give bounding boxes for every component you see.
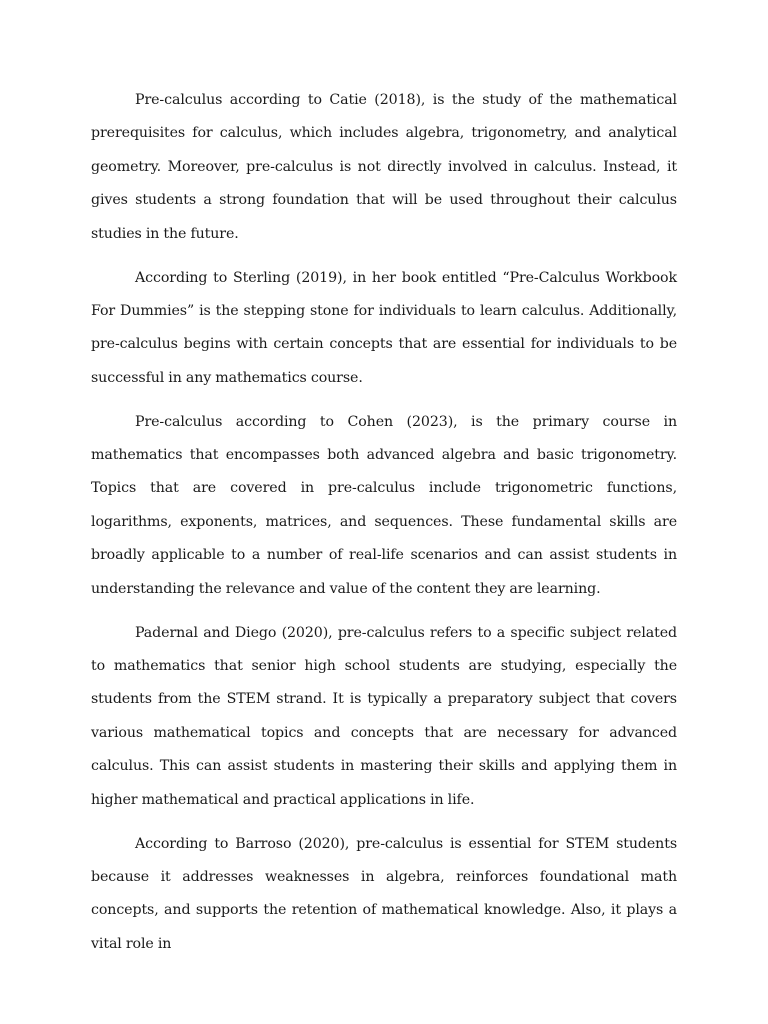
paragraph-catie: Pre-calculus according to Catie (2018), is the study of the mathematical prerequisites for calculus, which includes algebra, trigonometry, and analytical geometry. Moreover, pre-calculus is not directly involved in calculus. Instead, it gives students a strong foundation that will be used throughout their calculus studies in the future. — [91, 92, 677, 242]
paragraph-sterling: According to Sterling (2019), in her book entitled “Pre-Calculus Workbook For Dummies” is the stepping stone for individuals to learn calculus. Additionally, pre-calculus begins with certain concepts that are essential for individuals to be successful in any mathematics course. — [91, 269, 677, 386]
paragraph-barroso: According to Barroso (2020), pre-calculus is essential for STEM students because it addresses weaknesses in algebra, reinforces foundational math concepts, and supports the retention of mathematical knowledge. Also, it plays a vital role in — [91, 835, 677, 952]
paragraph-cohen: Pre-calculus according to Cohen (2023), is the primary course in mathematics that encompasses both advanced algebra and basic trigonometry. Topics that are covered in pre-calculus include trigonometric functions, logarithms, exponents, matrices, and sequences. These fundamental skills are broadly applicable to a number of real-life scenarios and can assist students in understanding the relevance and value of the content they are learning. — [91, 413, 677, 597]
paragraph-padernal-diego: Padernal and Diego (2020), pre-calculus refers to a specific subject related to mathematics that senior high school students are studying, especially the students from the STEM strand. It is typically a preparatory subject that covers various mathematical topics and concepts that are necessary for advanced calculus. This can assist students in mastering their skills and applying them in higher mathematical and practical applications in life. — [91, 624, 677, 808]
